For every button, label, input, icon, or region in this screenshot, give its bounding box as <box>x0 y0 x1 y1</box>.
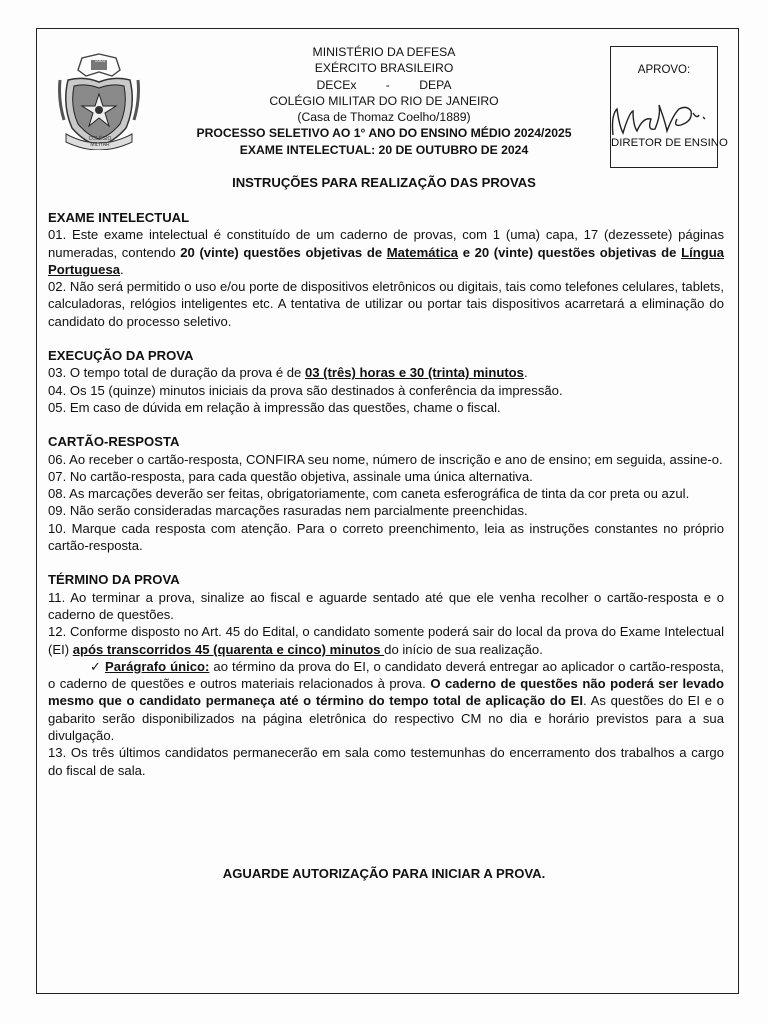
item-08: 08. As marcações deverão ser feitas, obrigatoriamente, com caneta esferográfica de tinta da cor preta ou azul. <box>48 486 690 502</box>
army-line: EXÉRCITO BRASILEIRO <box>314 61 454 76</box>
college-crest-logo <box>58 50 140 150</box>
item-09: 09. Não serão consideradas marcações rasuradas nem parcialmente preenchidas. <box>48 503 528 519</box>
decex-label: DECEx <box>316 77 357 92</box>
approve-label: APROVO: <box>637 64 691 76</box>
dept-separator: - <box>385 77 390 92</box>
college-line: COLÉGIO MILITAR DO RIO DE JANEIRO <box>269 93 499 108</box>
checkmark-icon: ✓ <box>90 658 101 674</box>
director-role: DIRETOR DE ENSINO <box>611 137 728 149</box>
item-02: 02. Não será permitido o uso e/ou porte de dispositivos eletrônicos ou digitais, tais como telefones celulares, tablets, calculadoras, relógios inteligentes etc. A tentativa de utilizar ou portar tais dispositivos acarretará a eliminação do candidato do processo seletivo. <box>48 279 724 329</box>
ministry-line: MINISTÉRIO DA DEFESA <box>312 45 456 59</box>
item-04: 04. Os 15 (quinze) minutos iniciais da prova são destinados à conferência da impressão. <box>48 382 563 398</box>
depa-label: DEPA <box>419 77 452 92</box>
paragraph-unico: ✓ Parágrafo único: ao término da prova do EI, o candidato deverá entregar ao aplicador o cartão-resposta, o caderno de questões e outros materiais relacionados à prova. O caderno de questões não poderá ser levado mesmo que o candidato permaneça até o término do tempo total de aplicação do EI. As questões do EI e o gabarito serão disponibilizados na página eletrônica do respectivo CM no dia e horário previstos para a sua divulgação. <box>48 658 725 744</box>
document-header <box>150 44 618 158</box>
section-heading-execution: EXECUÇÃO DA PROVA <box>48 348 194 364</box>
section-heading-card: CARTÃO-RESPOSTA <box>48 434 180 450</box>
instructions-body <box>48 209 724 779</box>
item-12: 12. Conforme disposto no Art. 45 do Edital, o candidato somente poderá sair do local da prova do Exame Intelectual (EI) após transcorridos 45 (quarenta e cinco) minutos do início de sua realização. <box>48 624 724 657</box>
section-heading-exam: EXAME INTELECTUAL <box>48 210 190 225</box>
item-07: 07. No cartão-resposta, para cada questão objetiva, assinale uma única alternativa. <box>48 468 533 484</box>
section-heading-end: TÉRMINO DA PROVA <box>48 572 180 588</box>
approval-box <box>610 46 728 168</box>
house-line: (Casa de Thomaz Coelho/1889) <box>297 110 471 125</box>
item-01: 01. Este exame intelectual é constituído de um caderno de provas, com 1 (uma) capa, 17 (dezessete) páginas numeradas, contendo 20 (vinte) questões objetivas de Matemática e 20 (vinte) questões objetivas de Língua Portuguesa. <box>48 227 724 277</box>
crest-year: 1889 <box>94 58 106 64</box>
item-13: 13. Os três últimos candidatos permanecerão em sala como testemunhas do encerramento dos trabalhos a cargo do fiscal de sala. <box>48 745 724 778</box>
exam-date: EXAME INTELECTUAL: 20 DE OUTUBRO DE 2024 <box>239 142 529 157</box>
crest-motto: COLÉGIO MILITAR <box>88 136 112 148</box>
instructions-title: INSTRUÇÕES PARA REALIZAÇÃO DAS PROVAS <box>232 175 536 190</box>
item-03: 03. O tempo total de duração da prova é de 03 (três) horas e 30 (trinta) minutos. <box>48 365 528 381</box>
department-line <box>150 77 618 93</box>
director-signature <box>607 95 717 141</box>
item-11: 11. Ao terminar a prova, sinalize ao fiscal e aguarde sentado até que ele venha recolher o cartão-resposta e o caderno de questões. <box>48 589 724 622</box>
process-title: PROCESSO SELETIVO AO 1° ANO DO ENSINO MÉDIO 2024/2025 <box>196 126 572 141</box>
item-06: 06. Ao receber o cartão-resposta, CONFIRA seu nome, número de inscrição e ano de ensino; em seguida, assine-o. <box>48 451 723 467</box>
item-10: 10. Marque cada resposta com atenção. Para o correto preenchimento, leia as instruções constantes no próprio cartão-resposta. <box>48 520 724 554</box>
item-05: 05. Em caso de dúvida em relação à impressão das questões, chame o fiscal. <box>48 399 501 415</box>
wait-authorization-notice: AGUARDE AUTORIZAÇÃO PARA INICIAR A PROVA. <box>222 866 546 881</box>
